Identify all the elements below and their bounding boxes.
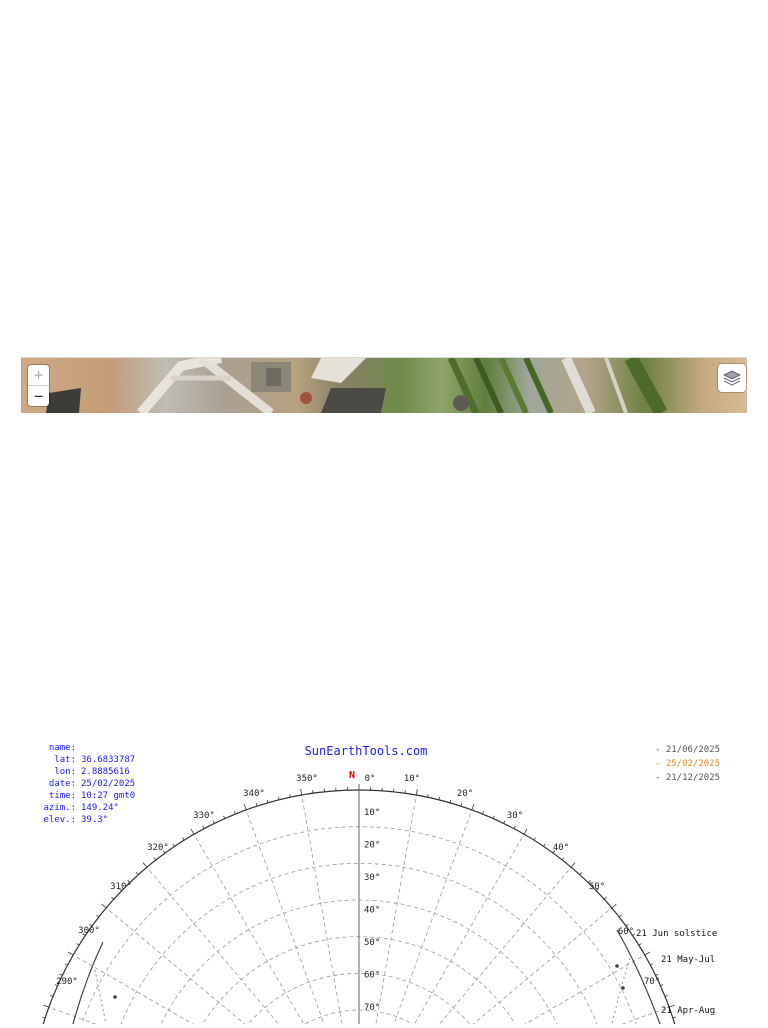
azimuth-tick <box>224 816 225 819</box>
azimuth-tick <box>483 811 484 814</box>
azimuth-tick <box>656 974 659 975</box>
season-label: 21 May-Jul <box>661 955 715 965</box>
zoom-control <box>28 365 49 406</box>
azimuth-tick <box>472 804 474 810</box>
legend-entry: - 21/12/2025 <box>655 773 720 783</box>
azimuth-tick <box>660 985 663 986</box>
season-label: 21 Apr-Aug <box>661 1006 715 1016</box>
azimuth-label: 30° <box>507 811 523 821</box>
azimuth-tick <box>213 821 214 824</box>
elevation-labels <box>364 808 660 1013</box>
info-label: azim.: <box>43 803 76 813</box>
azimuth-label: 0° <box>365 774 376 784</box>
azimuth-labels <box>56 774 634 987</box>
azimuth-ray <box>359 908 612 1024</box>
azimuth-tick <box>665 995 668 996</box>
location-info <box>43 743 135 825</box>
elevation-label: 20° <box>364 841 380 851</box>
azimuth-tick <box>450 800 451 803</box>
azimuth-tick <box>416 789 417 795</box>
azimuth-tick <box>143 863 147 868</box>
azimuth-ray <box>147 867 359 1024</box>
sun-path-diagram <box>0 730 768 1024</box>
layers-button[interactable] <box>718 364 746 392</box>
info-label: name: <box>49 743 76 753</box>
azimuth-tick <box>244 804 246 810</box>
azimuth-tick <box>673 1017 676 1018</box>
info-label: time: <box>49 791 76 801</box>
azimuth-tick <box>650 964 653 965</box>
azimuth-tick <box>301 789 302 795</box>
date-legend <box>655 745 720 783</box>
monthly-path <box>95 970 106 1024</box>
monthly-path <box>612 958 630 1024</box>
azimuth-label: 320° <box>147 843 169 853</box>
azimuth-tick <box>203 826 204 829</box>
azimuth-tick <box>102 904 107 908</box>
azimuth-ray <box>359 867 571 1024</box>
azimuth-tick <box>68 952 73 955</box>
sun-path-chart <box>0 730 768 1024</box>
info-value: 36.6833787 <box>81 755 135 765</box>
azimuth-tick <box>173 844 175 846</box>
hour-marker <box>621 986 625 990</box>
azimuth-tick <box>639 944 642 946</box>
azimuth-tick <box>191 829 194 834</box>
azimuth-label: 330° <box>193 811 215 821</box>
azimuth-tick <box>256 803 257 806</box>
azimuth-tick <box>571 863 575 868</box>
azimuth-ray <box>73 955 359 1024</box>
info-value: 2.8885616 <box>81 767 130 777</box>
azimuth-label: 310° <box>110 882 132 892</box>
elevation-label: 40° <box>364 906 380 916</box>
elevation-label: 50° <box>364 938 380 948</box>
info-value: 149.24° <box>81 803 119 813</box>
azimuth-tick <box>645 952 650 955</box>
azimuth-label: 300° <box>78 926 100 936</box>
info-label: lat: <box>54 755 76 765</box>
azimuth-tick <box>42 1017 45 1018</box>
elevation-label: 30° <box>364 873 380 883</box>
azimuth-ray <box>106 908 359 1024</box>
azimuth-tick <box>619 915 621 917</box>
azimuth-tick <box>562 858 564 860</box>
info-label: elev.: <box>43 815 76 825</box>
site-title[interactable]: SunEarthTools.com <box>305 744 428 758</box>
azimuth-tick <box>77 944 80 946</box>
azimuth-tick <box>60 974 63 975</box>
hour-marker <box>113 995 117 999</box>
azimuth-ray <box>302 795 359 1024</box>
azimuth-label: 290° <box>56 977 78 987</box>
azimuth-tick <box>50 995 53 996</box>
elevation-label: 70° <box>364 1003 380 1013</box>
azimuth-ray <box>359 1007 669 1024</box>
azimuth-tick <box>267 800 268 803</box>
azimuth-label: 50° <box>589 882 605 892</box>
azimuth-label: 40° <box>553 843 569 853</box>
azimuth-tick <box>580 873 582 875</box>
azimuth-tick <box>514 826 515 829</box>
zoom-in-button[interactable]: + <box>28 365 49 386</box>
info-label: lon: <box>54 767 76 777</box>
info-value: 25/02/2025 <box>81 779 135 789</box>
azimuth-label: 10° <box>404 774 420 784</box>
azimuth-tick <box>461 803 462 806</box>
azimuth-label: 340° <box>243 789 265 799</box>
azimuth-tick <box>604 897 606 899</box>
hour-marker <box>615 964 619 968</box>
azimuth-tick <box>154 858 156 860</box>
azimuth-ray <box>359 955 645 1024</box>
azimuth-label: 350° <box>296 774 318 784</box>
azimuth-ray <box>246 810 359 1024</box>
azimuth-label: 60° <box>618 927 634 937</box>
azimuth-tick <box>534 838 536 841</box>
azimuth-label: 20° <box>457 789 473 799</box>
elevation-label: 10° <box>364 808 380 818</box>
legend-entry: - 21/06/2025 <box>655 745 720 755</box>
azimuth-tick <box>97 915 99 917</box>
azimuth-tick <box>544 844 546 846</box>
map-imagery <box>21 358 747 413</box>
azimuth-tick <box>524 829 527 834</box>
azimuth-tick <box>65 964 68 965</box>
legend-entry: - 25/02/2025 <box>655 759 720 769</box>
satellite-map[interactable] <box>21 357 747 413</box>
azimuth-tick <box>493 816 494 819</box>
azimuth-tick <box>626 924 628 926</box>
azimuth-tick <box>183 838 185 841</box>
azimuth-tick <box>504 821 505 824</box>
azimuth-tick <box>612 904 617 908</box>
info-label: date: <box>49 779 76 789</box>
azimuth-tick <box>112 897 114 899</box>
elevation-label: 60° <box>364 971 380 981</box>
zoom-out-button[interactable]: − <box>28 386 49 406</box>
elevation-label: 70° <box>644 977 660 987</box>
season-labels <box>636 929 717 1016</box>
azimuth-tick <box>136 873 138 875</box>
layers-icon <box>723 370 741 386</box>
north-marker: N <box>349 770 355 781</box>
info-value: 10:27 gmt0 <box>81 791 135 801</box>
azimuth-tick <box>234 811 235 814</box>
azimuth-tick <box>43 1005 49 1007</box>
info-value: 39.3° <box>81 815 108 825</box>
season-label: 21 Jun solstice <box>636 929 717 939</box>
